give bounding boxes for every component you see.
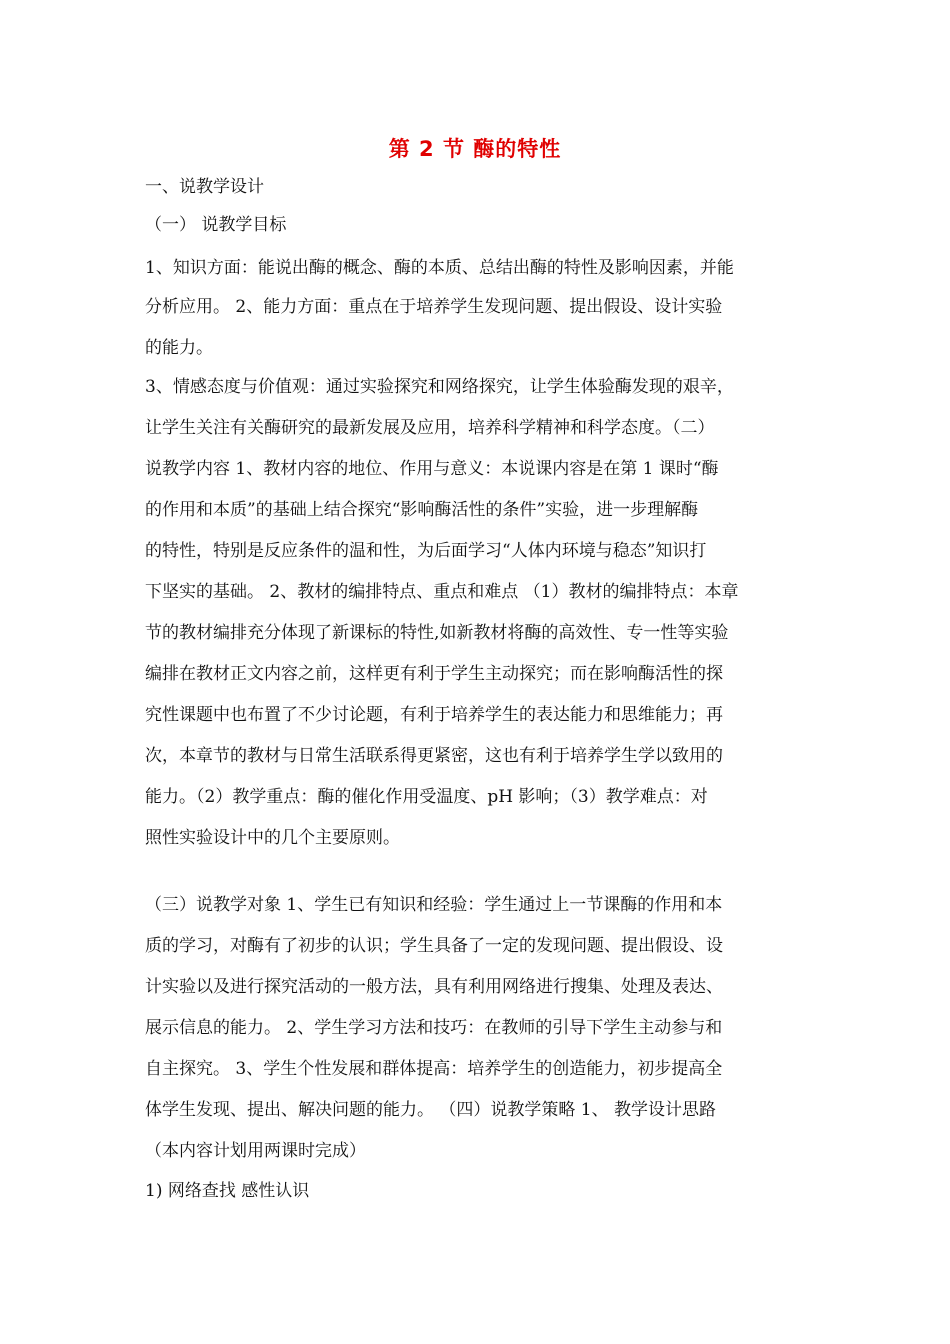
paragraph-line: 的特性，特别是反应条件的温和性，为后面学习“人体内环境与稳态”知识打 [145,541,707,561]
list-item-heading: 1) 网络查找 感性认识 [145,1181,310,1201]
paragraph-line: 的作用和本质”的基础上结合探究“影响酶活性的条件”实验，进一步理解酶 [145,500,699,520]
paragraph-line: 分析应用。 2、能力方面：重点在于培养学生发现问题、提出假设、设计实验 [145,297,723,317]
paragraph-line: 1、知识方面：能说出酶的概念、酶的本质、总结出酶的特性及影响因素，并能 [145,258,734,278]
subsection-heading-1: （一） 说教学目标 [145,215,287,235]
paragraph-line: （三）说教学对象 1、学生已有知识和经验：学生通过上一节课酶的作用和本 [145,895,723,915]
paragraph-line: 究性课题中也布置了不少讨论题，有利于培养学生的表达能力和思维能力；再 [145,705,723,725]
paragraph-line: 自主探究。 3、学生个性发展和群体提高：培养学生的创造能力，初步提高全 [145,1059,723,1079]
paragraph-line: 的能力。 [145,338,213,358]
paragraph-line: 展示信息的能力。 2、学生学习方法和技巧：在教师的引导下学生主动参与和 [145,1018,723,1038]
document-title: 第 2 节 酶的特性 [388,137,562,161]
paragraph-line: 3、情感态度与价值观：通过实验探究和网络探究，让学生体验酶发现的艰辛， [145,377,734,397]
paragraph-line: 计实验以及进行探究活动的一般方法，具有利用网络进行搜集、处理及表达、 [145,977,723,997]
paragraph-line: 让学生关注有关酶研究的最新发展及应用，培养科学精神和科学态度。（二） [145,418,715,438]
paragraph-line: 节的教材编排充分体现了新课标的特性,如新教材将酶的高效性、专一性等实验 [145,623,729,643]
paragraph-line: 次，本章节的教材与日常生活联系得更紧密，这也有利于培养学生学以致用的 [145,746,723,766]
paragraph-line: 下坚实的基础。 2、教材的编排特点、重点和难点 （1）教材的编排特点：本章 [145,582,739,602]
paragraph-line: 说教学内容 1、教材内容的地位、作用与意义：本说课内容是在第 1 课时“酶 [145,459,719,479]
paragraph-line: 编排在教材正文内容之前，这样更有利于学生主动探究；而在影响酶活性的探 [145,664,723,684]
paragraph-line: （本内容计划用两课时完成） [145,1141,366,1161]
section-heading-1: 一、说教学设计 [145,177,264,197]
paragraph-line: 照性实验设计中的几个主要原则。 [145,828,400,848]
paragraph-line: 质的学习，对酶有了初步的认识；学生具备了一定的发现问题、提出假设、设 [145,936,723,956]
paragraph-line: 能力。（2）教学重点：酶的催化作用受温度、pH 影响；（3）教学难点：对 [145,787,708,807]
paragraph-line: 体学生发现、提出、解决问题的能力。 （四）说教学策略 1、 教学设计思路 [145,1100,717,1120]
